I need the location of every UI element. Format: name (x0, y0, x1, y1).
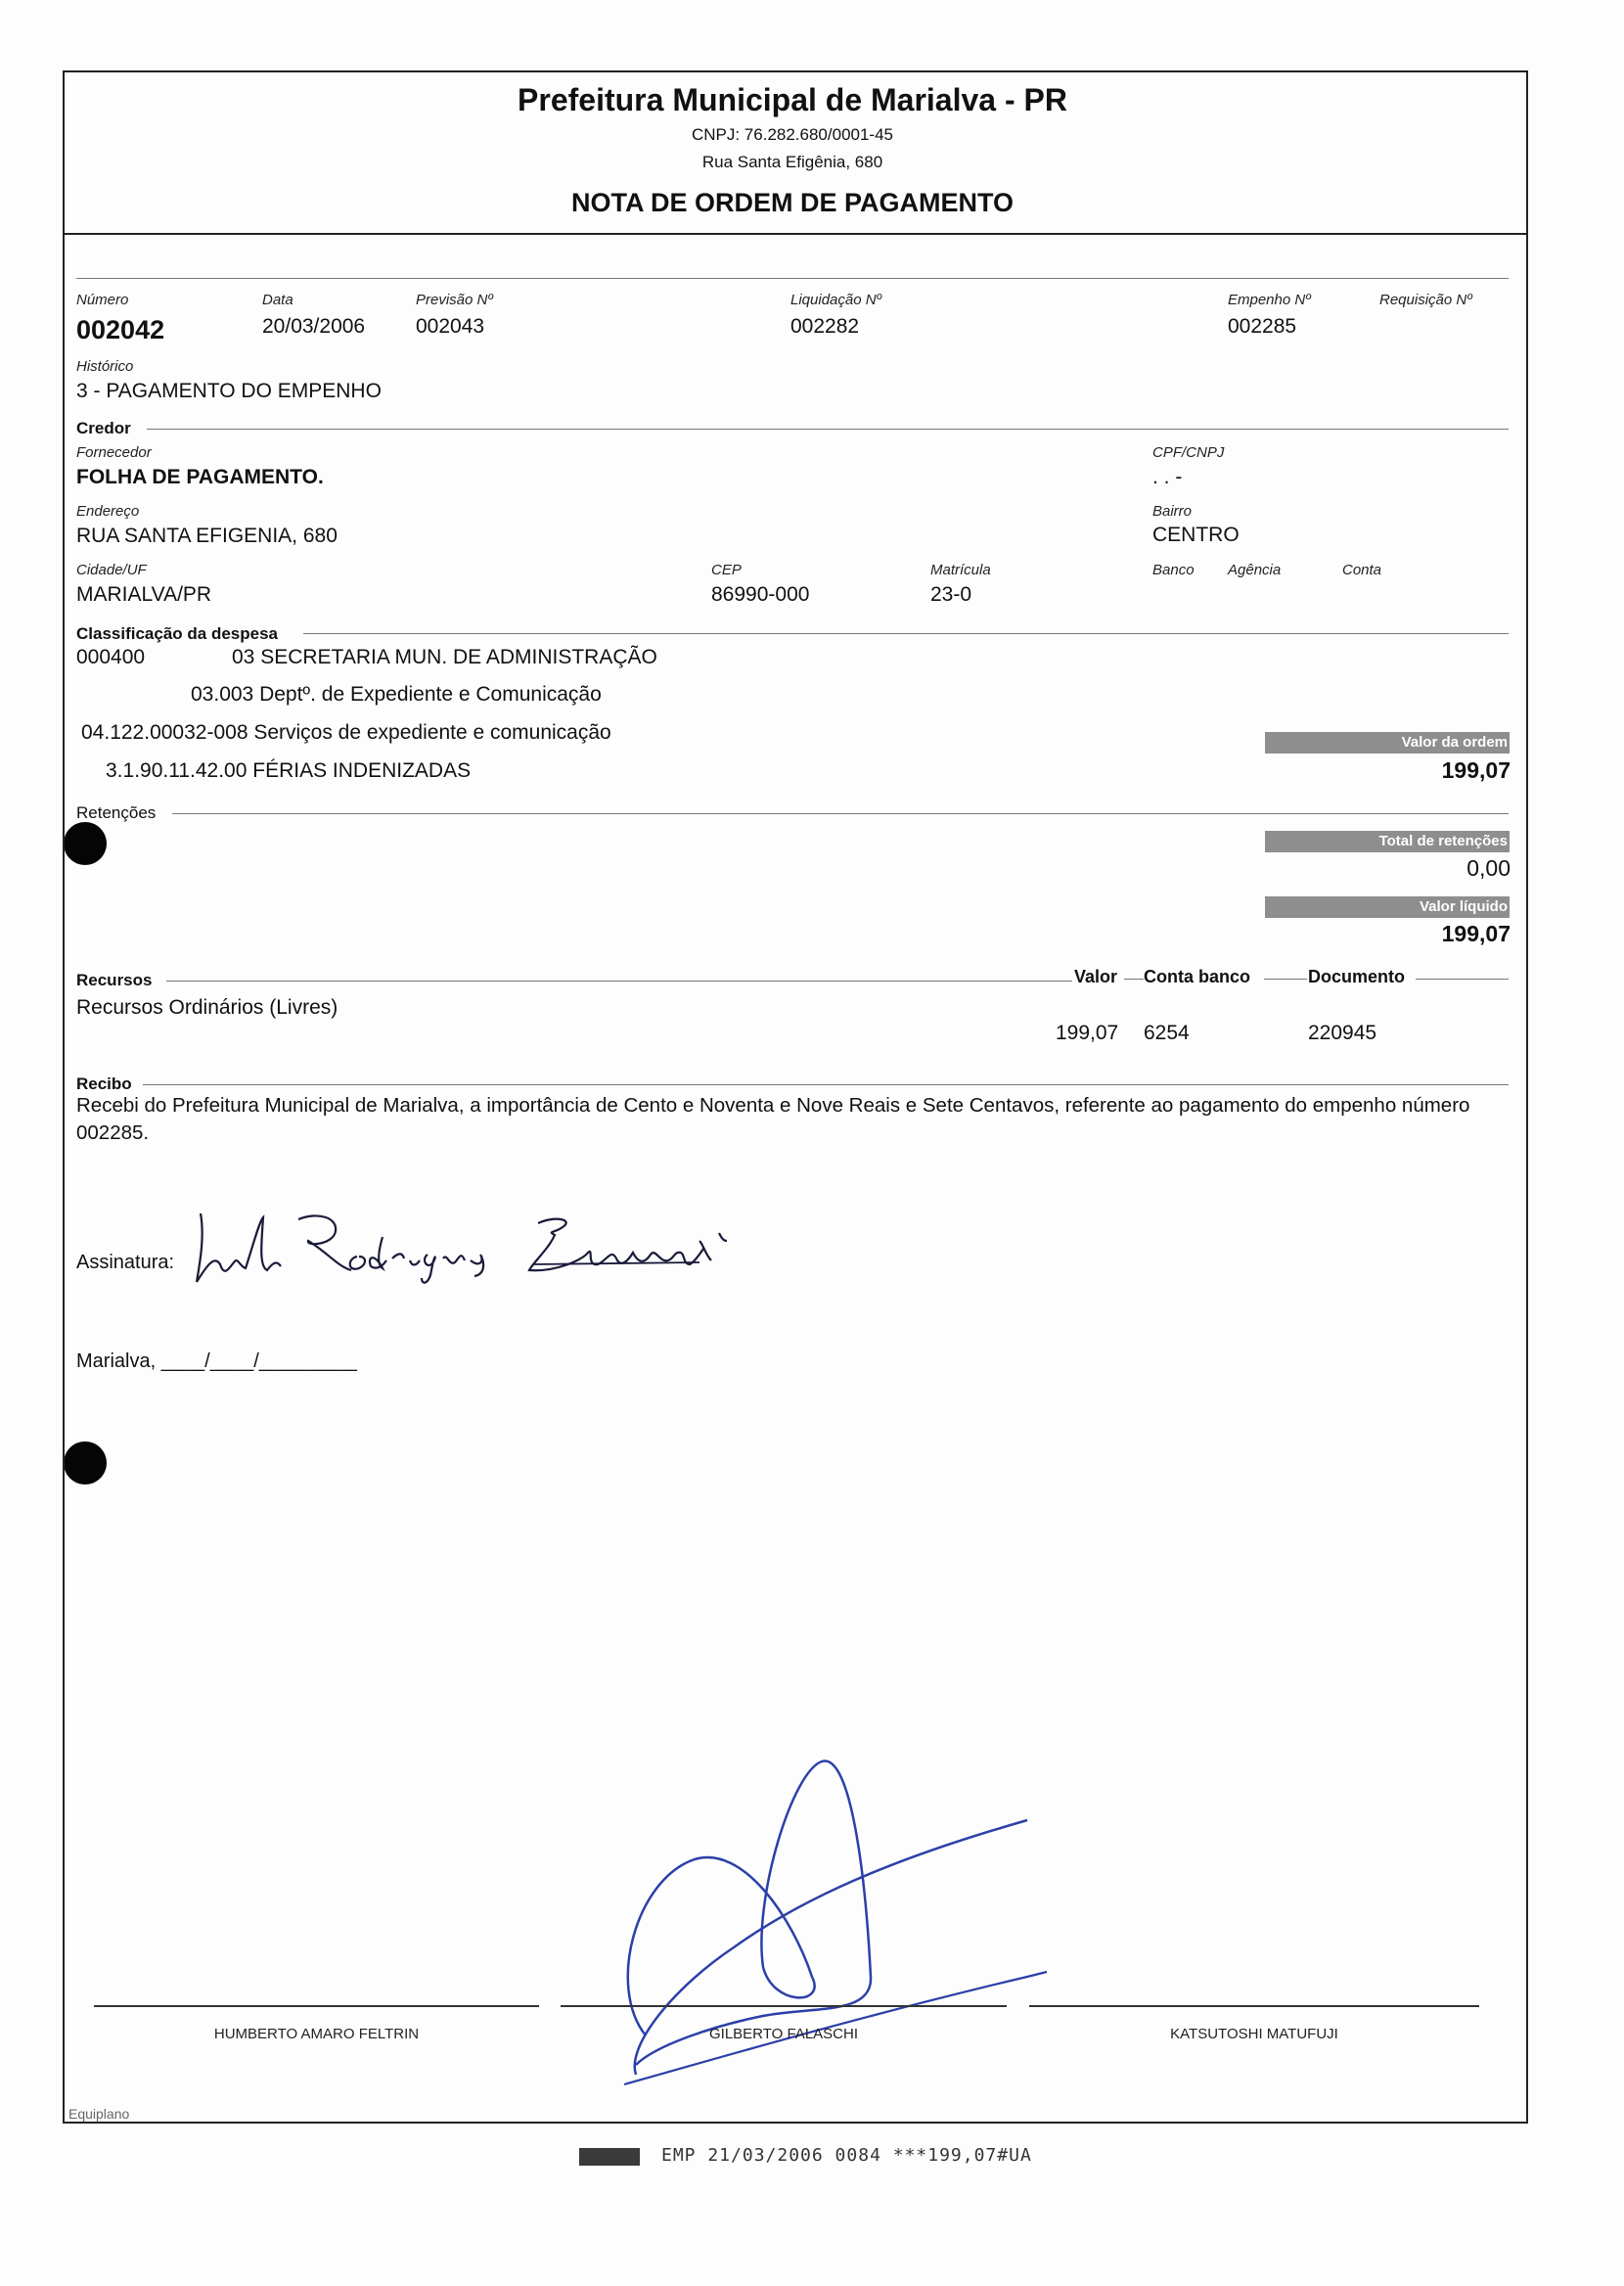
cpf-label: CPF/CNPJ (1152, 444, 1225, 461)
recursos-section-title: Recursos (76, 971, 153, 989)
signatory-name-2: GILBERTO FALASCHI (709, 2026, 858, 2042)
local-data-line: Marialva, ____/____/_________ (76, 1350, 357, 1372)
cep-label: CEP (711, 562, 742, 578)
historico-value: 3 - PAGAMENTO DO EMPENHO (76, 380, 382, 402)
classificacao-rule (303, 633, 1509, 634)
cep-value: 86990-000 (711, 583, 810, 606)
handwritten-signature (191, 1206, 758, 1289)
credor-rule (147, 429, 1509, 430)
classificacao-section-title: Classificação da despesa (76, 624, 279, 643)
recursos-conta: 6254 (1144, 1022, 1190, 1044)
recibo-section-title: Recibo (76, 1074, 132, 1093)
credor-section-title: Credor (76, 419, 131, 437)
empenho-value: 002285 (1228, 315, 1297, 338)
bank-stamp-logo (579, 2148, 640, 2166)
matricula-value: 23-0 (930, 583, 972, 606)
fornecedor-label: Fornecedor (76, 444, 152, 461)
endereco-value: RUA SANTA EFIGENIA, 680 (76, 525, 338, 547)
retencoes-rule (172, 813, 1509, 814)
signature-line-2 (561, 2005, 1007, 2007)
data-value: 20/03/2006 (262, 315, 366, 338)
top-thin-rule (76, 278, 1509, 279)
cidade-value: MARIALVA/PR (76, 583, 212, 606)
numero-value: 002042 (76, 315, 165, 344)
total-retencoes-value: 0,00 (1466, 855, 1511, 881)
classificacao-line-1: 03 SECRETARIA MUN. DE ADMINISTRAÇÃO (232, 646, 657, 668)
requisicao-label: Requisição Nº (1379, 292, 1472, 308)
matricula-label: Matrícula (930, 562, 991, 578)
bairro-value: CENTRO (1152, 524, 1240, 546)
recibo-rule (143, 1084, 1509, 1085)
classificacao-code: 000400 (76, 646, 146, 668)
cnpj-text: CNPJ: 76.282.680/0001-45 (691, 125, 894, 144)
recursos-conta-header: Conta banco (1144, 967, 1251, 986)
historico-label: Histórico (76, 358, 134, 375)
recursos-conta-rule (1264, 979, 1307, 980)
bairro-label: Bairro (1152, 503, 1193, 520)
endereco-label: Endereço (76, 503, 140, 520)
empenho-label: Empenho Nº (1228, 292, 1311, 308)
previsao-label: Previsão Nº (416, 292, 493, 308)
signature-line-1 (94, 2005, 539, 2007)
previsao-value: 002043 (416, 315, 485, 338)
fornecedor-value: FOLHA DE PAGAMENTO. (76, 466, 324, 488)
numero-label: Número (76, 292, 129, 308)
liquidacao-value: 002282 (790, 315, 860, 338)
document-title: NOTA DE ORDEM DE PAGAMENTO (570, 188, 1014, 217)
valor-ordem-label: Valor da ordem (1265, 732, 1510, 754)
classificacao-line-2: 03.003 Deptº. de Expediente e Comunicação (191, 683, 602, 706)
equiplano-brand: Equiplano (68, 2106, 130, 2122)
cpf-value: . . - (1152, 466, 1183, 488)
recursos-valor: 199,07 (1056, 1022, 1119, 1044)
valor-liquido-value: 199,07 (1441, 921, 1511, 946)
header-divider (63, 233, 1526, 235)
agencia-label: Agência (1228, 562, 1282, 578)
recursos-documento-header: Documento (1308, 967, 1405, 986)
receipt-text: Recebi do Prefeitura Municipal de Marialva, a importância de Cento e Noventa e Nove Reais e Sete Centavos, referente ao pagamento do empenho número 002285. (76, 1094, 1470, 1144)
conta-label: Conta (1342, 562, 1382, 578)
assinatura-label: Assinatura: (76, 1252, 175, 1273)
recursos-rule (166, 981, 1072, 982)
official-signature-scribble (616, 1752, 1057, 2094)
cidade-label: Cidade/UF (76, 562, 147, 578)
bank-stamp-text: EMP 21/03/2006 0084 ***199,07#UA (661, 2145, 1032, 2166)
signatory-name-3: KATSUTOSHI MATUFUJI (1170, 2026, 1338, 2042)
classificacao-line-3: 04.122.00032-008 Serviços de expediente e comunicação (81, 721, 611, 744)
signature-line-3 (1029, 2005, 1479, 2007)
retencoes-section-title: Retenções (76, 803, 157, 822)
valor-ordem-value: 199,07 (1441, 757, 1511, 783)
signatory-name-1: HUMBERTO AMARO FELTRIN (213, 2026, 420, 2042)
valor-liquido-label: Valor líquido (1265, 896, 1510, 918)
recursos-valor-header: Valor (1074, 967, 1118, 986)
classificacao-line-4: 3.1.90.11.42.00 FÉRIAS INDENIZADAS (106, 759, 472, 782)
page-title: Prefeitura Municipal de Marialva - PR (518, 82, 1067, 117)
recursos-documento: 220945 (1308, 1022, 1377, 1044)
address-text: Rua Santa Efigênia, 680 (701, 153, 883, 171)
recursos-documento-rule (1416, 979, 1509, 980)
data-label: Data (262, 292, 293, 308)
recursos-descricao: Recursos Ordinários (Livres) (76, 996, 338, 1019)
liquidacao-label: Liquidação Nº (790, 292, 882, 308)
banco-label: Banco (1152, 562, 1195, 578)
recursos-valor-rule (1124, 979, 1144, 980)
total-retencoes-label: Total de retenções (1265, 831, 1510, 852)
